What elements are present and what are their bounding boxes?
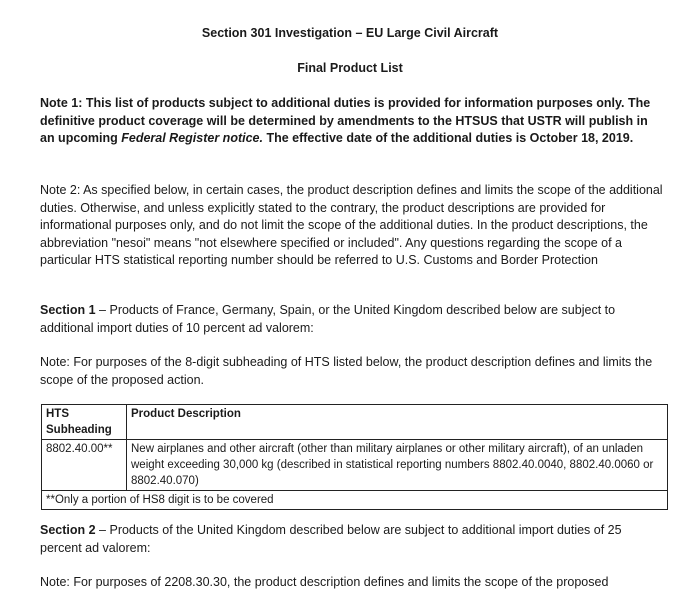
col-header-hts (42, 405, 127, 440)
section-2-paragraph (40, 522, 665, 557)
section-2-text: – Products of the United Kingdom described below are subject to additional import duties of 25 percent ad valorem: (40, 523, 622, 555)
note-1-emphasis: Federal Register notice. (121, 131, 263, 145)
hts-table (41, 404, 668, 510)
table-header-row (42, 405, 668, 440)
note-1-text-a: Note 1: This list of products subject to additional duties is provided for information purposes only. The definitive product coverage will be determined by amendments to the HTSUS that USTR will publish in an upcoming (40, 96, 651, 145)
note-1 (40, 95, 665, 148)
note-4: Note: For purposes of 2208.30.30, the product description defines and limits the scope of the proposed (40, 575, 609, 589)
table-row (42, 440, 668, 491)
note-3: Note: For purposes of the 8-digit subheading of HTS listed below, the product description defines and limits the scope of the proposed action. (40, 355, 653, 387)
document-subtitle: Final Product List (297, 61, 403, 75)
table-footnote: **Only a portion of HS8 digit is to be covered (42, 491, 668, 510)
document-title: Section 301 Investigation – EU Large Civil Aircraft (201, 26, 499, 40)
table-footnote-row (42, 491, 668, 510)
col-header-description: Product Description (127, 405, 668, 440)
hts-code-cell: 8802.40.00** (42, 440, 127, 491)
col-header-hts-line2: Subheading (46, 424, 112, 436)
section-1-paragraph (40, 302, 665, 337)
col-header-hts-line1: HTS (46, 408, 69, 420)
note-1-text-b: The effective date of the additional duties is October 18, 2019. (262, 131, 634, 145)
note-2: Note 2: As specified below, in certain cases, the product description defines and limits the scope of the additional duties. Otherwise, and unless explicitly stated to the contrary, the product descriptions are provided for informational purposes only, and do not limit the scope of the additional duties. In the product descriptions, the abbreviation "nesoi" means "not elsewhere specified or included". Any questions regarding the scope of a particular HTS statistical reporting number should be referred to U.S. Customs and Border Protection (40, 183, 663, 267)
section-1-text: – Products of France, Germany, Spain, or the United Kingdom described below are subject to additional import duties of 10 percent ad valorem: (40, 303, 616, 335)
section-2-label: Section 2 (40, 523, 96, 537)
description-cell: New airplanes and other aircraft (other than military airplanes or other military aircraft), of an unladen weight exceeding 30,000 kg (described in statistical reporting numbers 8802.40.0040, 8802.40.0060 or 8802.40.070) (127, 440, 668, 491)
section-1-label: Section 1 (40, 303, 96, 317)
